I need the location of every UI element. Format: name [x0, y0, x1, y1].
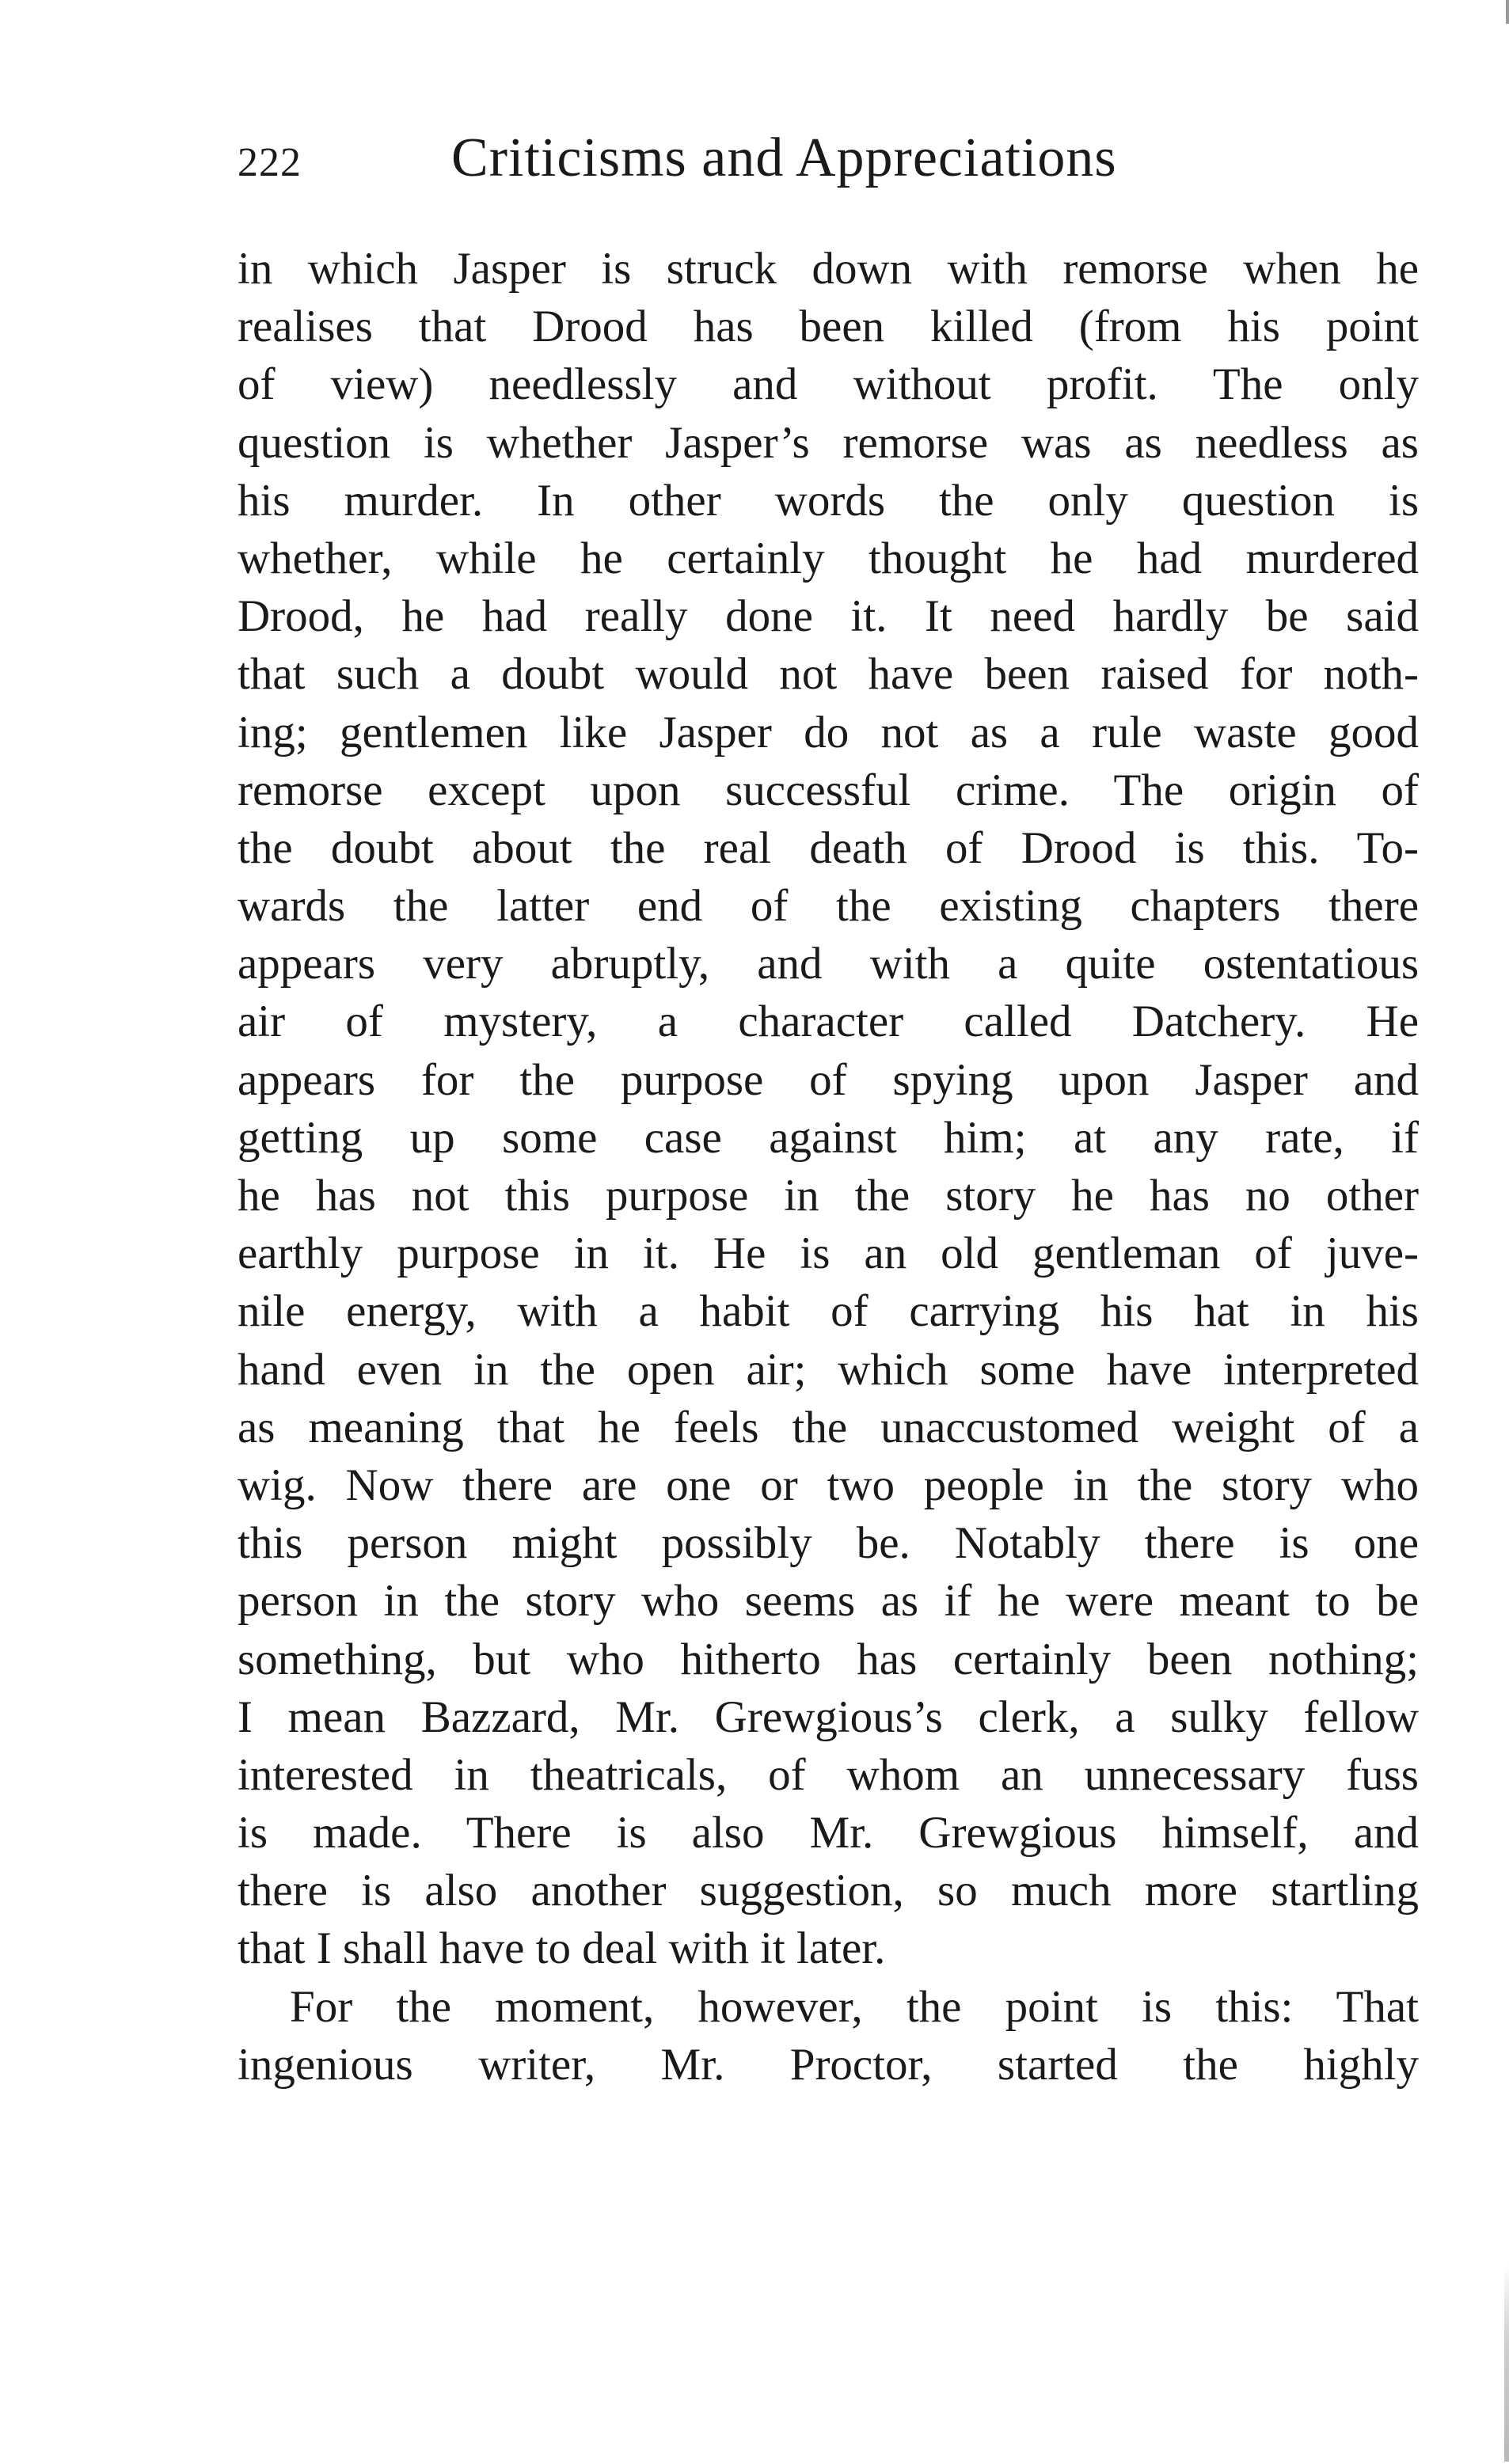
text-line: For the moment, however, the point is this: That	[290, 1981, 1419, 2032]
text-line: nile energy, with a habit of carrying his hat in his	[238, 1286, 1419, 1337]
text-line: is made. There is also Mr. Grewgious himself, and	[238, 1808, 1419, 1858]
text-line: that such a doubt would not have been raised for noth-	[238, 649, 1419, 700]
text-line: earthly purpose in it. He is an old gentleman of juve-	[238, 1228, 1419, 1279]
text-line: hand even in the open air; which some have interpreted	[238, 1344, 1419, 1395]
text-line: in which Jasper is struck down with remorse when he	[238, 244, 1419, 294]
text-line: interested in theatricals, of whom an unnecessary fuss	[238, 1749, 1419, 1800]
text-line: something, but who hitherto has certainly been nothing;	[238, 1634, 1419, 1684]
text-line: getting up some case against him; at any rate, if	[238, 1112, 1419, 1163]
text-line: wig. Now there are one or two people in the story who	[238, 1460, 1419, 1510]
text-line: person in the story who seems as if he were meant to be	[238, 1576, 1419, 1627]
text-line: remorse except upon successful crime. The origin of	[238, 765, 1419, 815]
text-line: air of mystery, a character called Datchery. He	[238, 997, 1419, 1047]
text-line: wards the latter end of the existing chapters there	[238, 881, 1419, 932]
page-number: 222	[238, 140, 302, 185]
text-line: of view) needlessly and without profit. The only	[238, 359, 1419, 410]
text-line: whether, while he certainly thought he had murdered	[238, 533, 1419, 583]
text-line: ingenious writer, Mr. Proctor, started the highly	[238, 2039, 1419, 2090]
text-line: realises that Drood has been killed (from his point	[238, 302, 1419, 352]
text-line: ing; gentlemen like Jasper do not as a rule waste good	[238, 707, 1419, 757]
text-line: appears very abruptly, and with a quite ostentatious	[238, 939, 1419, 989]
paragraph	[238, 240, 1419, 1978]
paragraph	[238, 1978, 1419, 2094]
running-head	[238, 119, 1425, 198]
text-line: Drood, he had really done it. It need hardly be said	[238, 591, 1419, 642]
scan-edge-mark	[1504, 2264, 1509, 2462]
body-text	[238, 240, 1419, 2094]
scan-edge-mark	[1506, 0, 1509, 24]
text-line: I mean Bazzard, Mr. Grewgious’s clerk, a sulky fellow	[238, 1691, 1419, 1742]
text-line: the doubt about the real death of Drood is this. To-	[238, 822, 1419, 873]
text-line: this person might possibly be. Notably there is one	[238, 1518, 1419, 1569]
text-line: that I shall have to deal with it later.	[238, 1923, 886, 1974]
text-line: question is whether Jasper’s remorse was as needless as	[238, 417, 1419, 468]
text-line: appears for the purpose of spying upon Jasper and	[238, 1054, 1419, 1105]
running-title: Criticisms and Appreciations	[451, 127, 1117, 188]
text-line: as meaning that he feels the unaccustomed weight of a	[238, 1402, 1419, 1452]
text-line: there is also another suggestion, so much more startling	[238, 1866, 1419, 1916]
text-line: his murder. In other words the only question is	[238, 475, 1419, 526]
text-line: he has not this purpose in the story he has no other	[238, 1171, 1419, 1221]
